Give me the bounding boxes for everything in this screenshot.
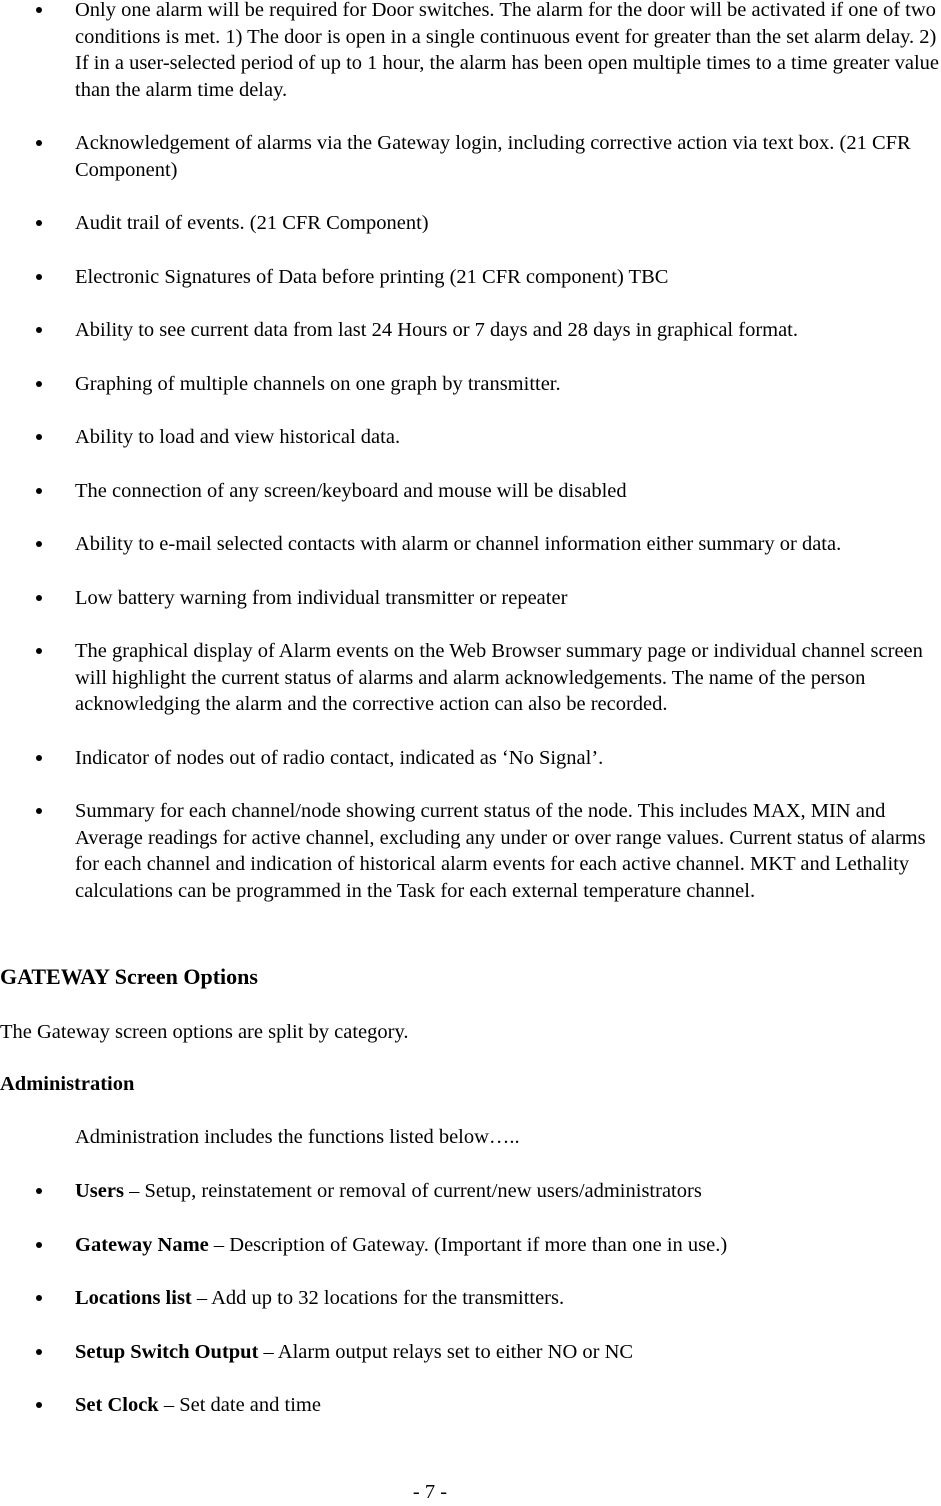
bullet-icon (36, 1188, 42, 1194)
list-item-text: Audit trail of events. (21 CFR Component) (75, 212, 429, 234)
list-item (0, 745, 941, 772)
list-item (0, 1285, 941, 1312)
list-item-text (75, 1392, 941, 1419)
bullet-icon (36, 488, 42, 494)
bullet-icon (36, 1402, 42, 1408)
list-item-text: Graphing of multiple channels on one graph by transmitter. (75, 372, 561, 395)
list-item (0, 264, 941, 291)
list-item-text: Indicator of nodes out of radio contact, indicated as ‘No Signal’. (75, 746, 604, 769)
administration-list (0, 1178, 941, 1446)
list-item (0, 424, 941, 451)
list-item (0, 798, 941, 904)
bullet-icon (36, 595, 42, 601)
item-term: Set Clock (75, 1394, 159, 1416)
item-description: – Description of Gateway. (Important if more than one in use.) (208, 1233, 728, 1256)
list-item-text: Electronic Signatures of Data before printing (21 CFR component) TBC (75, 265, 669, 288)
section-heading: GATEWAY Screen Options (0, 964, 258, 989)
bullet-icon (36, 140, 42, 146)
list-item (0, 371, 941, 398)
item-term: Locations list (75, 1287, 192, 1309)
list-item (0, 638, 941, 718)
list-item (0, 0, 941, 103)
bullet-icon (36, 541, 42, 547)
bullet-icon (36, 381, 42, 387)
list-item-text: The connection of any screen/keyboard and mouse will be disabled (75, 479, 627, 502)
list-item-text: Ability to e-mail selected contacts with alarm or channel information either summary or data. (75, 533, 842, 555)
list-item-text (75, 1178, 941, 1205)
bullet-icon (36, 755, 42, 761)
list-item (0, 1178, 941, 1205)
item-description: – Setup, reinstatement or removal of current/new users/administrators (123, 1180, 702, 1202)
bullet-icon (36, 7, 42, 13)
item-term: Users (75, 1180, 124, 1202)
bullet-icon (36, 1349, 42, 1355)
item-term: Gateway Name (75, 1233, 209, 1256)
bullet-icon (36, 220, 42, 226)
list-item (0, 130, 941, 183)
list-item-text: Acknowledgement of alarms via the Gateway login, including corrective action via text box. (21 CFR Component) (75, 132, 911, 181)
bullet-icon (36, 1242, 42, 1248)
list-item (0, 210, 941, 237)
bullet-icon (36, 434, 42, 440)
list-item-text: Ability to load and view historical data. (75, 426, 401, 448)
bullet-icon (36, 1295, 42, 1301)
item-description: – Add up to 32 locations for the transmitters. (191, 1287, 565, 1309)
list-item-text: The graphical display of Alarm events on the Web Browser summary page or individual channel screen will highlight the current status of alarms and alarm acknowledgements. The name of the person acknowledging the alarm and the corrective action can also be recorded. (75, 640, 923, 715)
list-item (0, 1392, 941, 1419)
item-description: – Set date and time (158, 1394, 321, 1416)
list-item-text (75, 1232, 941, 1259)
list-item (0, 585, 941, 612)
item-term: Setup Switch Output (75, 1340, 259, 1363)
section-intro: The Gateway screen options are split by category. (0, 1021, 409, 1043)
list-item (0, 317, 941, 344)
list-item-text: Low battery warning from individual transmitter or repeater (75, 586, 568, 609)
list-item (0, 531, 941, 558)
administration-subheading: Administration (0, 1073, 135, 1095)
item-description: – Alarm output relays set to either NO or NC (258, 1340, 634, 1363)
list-item-text: Ability to see current data from last 24 Hours or 7 days and 28 days in graphical format. (75, 319, 799, 341)
list-item (0, 478, 941, 505)
bullet-icon (36, 327, 42, 333)
page-number: - 7 - (412, 1481, 448, 1503)
list-item-text (75, 1339, 941, 1366)
bullet-icon (36, 808, 42, 814)
bullet-icon (36, 648, 42, 654)
administration-intro: Administration includes the functions listed below….. (75, 1126, 520, 1148)
list-item (0, 1339, 941, 1366)
list-item-text: Summary for each channel/node showing current status of the node. This includes MAX, MIN and Average readings for active channel, excluding any under or over range values. Current status of alarms for each channel and indication of historical alarm events for each active channel. MKT and Lethality calculations can be programmed in the Task for each external temperature channel. (75, 800, 926, 902)
list-item-text: Only one alarm will be required for Door switches. The alarm for the door will be activated if one of two conditions is met. 1) The door is open in a single continuous event for greater than the set alarm delay. 2) If in a user-selected period of up to 1 hour, the alarm has been open multiple times to a time greater value than the alarm time delay. (75, 0, 940, 101)
bullet-icon (36, 274, 42, 280)
list-item-text (75, 1285, 941, 1312)
list-item (0, 1232, 941, 1259)
